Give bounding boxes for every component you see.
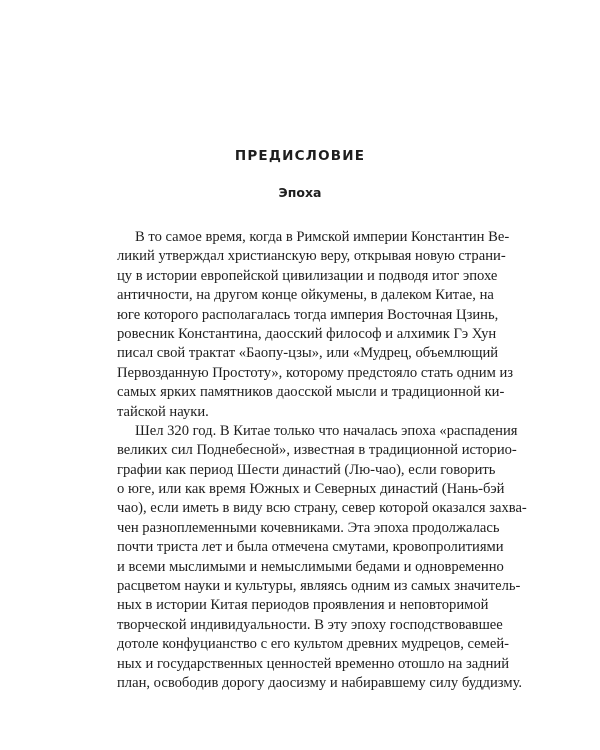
text-line: писал свой трактат «Баопу-цзы», или «Мудрец, объемлющий xyxy=(117,345,499,362)
text-line: чао), если иметь в виду всю страну, север которой оказался захва- xyxy=(117,500,527,517)
text-line: ных в истории Китая периодов проявления и неповторимой xyxy=(117,597,489,614)
text-line: чен разноплеменными кочевниками. Эта эпоха продолжалась xyxy=(117,519,500,536)
text-line: Первозданную Простоту», которому предстояло стать одним из xyxy=(117,364,514,381)
text-line: античности, на другом конце ойкумены, в далеком Китае, на xyxy=(117,287,494,304)
text-line: ликий утверждал христианскую веру, открывая новую страни- xyxy=(117,248,506,265)
text-line: и всеми мыслимыми и немыслимыми бедами и одновременно xyxy=(117,558,504,575)
text-line: творческой индивидуальности. В эту эпоху господствовавшее xyxy=(117,616,503,633)
text-line: цу в истории европейской цивилизации и подводя итог эпохе xyxy=(117,267,498,284)
paragraph-1 xyxy=(117,228,514,422)
text-line: тайской науки. xyxy=(117,403,209,420)
text-line: юге которого располагалась тогда империя Восточная Цзинь, xyxy=(117,306,499,323)
body-text xyxy=(117,228,527,693)
text-line: дотоле конфуцианство с его культом древних мудрецов, семей- xyxy=(117,636,510,653)
text-line: расцветом науки и культуры, являясь одним из самых значитель- xyxy=(117,578,521,595)
text-line: Шел 320 год. В Китае только что началась эпоха «распадения xyxy=(135,422,518,439)
chapter-title: ПРЕДИСЛОВИЕ xyxy=(234,148,366,164)
text-line: почти триста лет и была отмечена смутами, кровопролитиями xyxy=(117,539,504,556)
text-line: о юге, или как время Южных и Северных династий (Нань-бэй xyxy=(117,481,505,498)
text-line: самых ярких памятников даосской мысли и традиционной ки- xyxy=(117,384,505,401)
paragraph-2 xyxy=(117,422,527,693)
text-line: графии как период Шести династий (Лю-чао), если говорить xyxy=(117,461,496,478)
text-line: В то самое время, когда в Римской империи Константин Ве- xyxy=(135,229,510,245)
section-title: Эпоха xyxy=(278,185,322,200)
text-line: план, освободив дорогу даосизму и набиравшему силу буддизму. xyxy=(117,674,523,691)
text-line: великих сил Поднебесной», известная в традиционной историо- xyxy=(117,442,517,459)
text-line: ных и государственных ценностей временно отошло на задний xyxy=(117,655,510,672)
text-line: ровесник Константина, даосский философ и алхимик Гэ Хун xyxy=(117,325,497,342)
